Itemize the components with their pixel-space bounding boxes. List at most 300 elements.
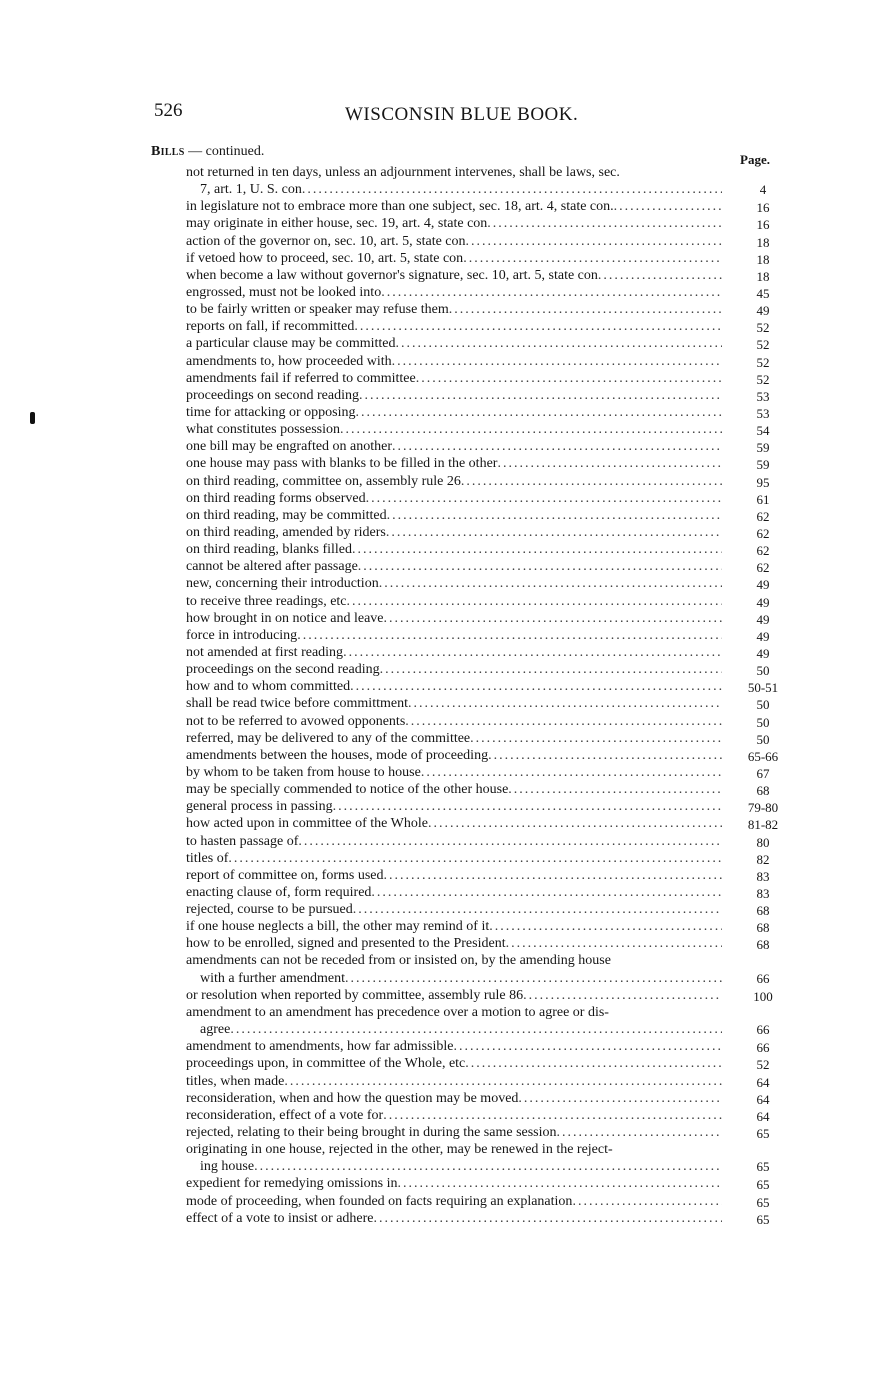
dot-leader (340, 421, 722, 438)
dot-leader (449, 301, 722, 318)
index-entry-line (186, 267, 722, 284)
index-entry-page: 49 (756, 594, 770, 610)
index-entry (0, 387, 869, 404)
index-entry-line (186, 918, 722, 935)
index-entry (0, 541, 869, 558)
dot-leader (614, 198, 722, 215)
index-entry-line (186, 1210, 722, 1227)
index-entry-page: 64 (756, 1074, 770, 1090)
index-entry (0, 781, 869, 798)
index-entry-text: if one house neglects a bill, the other may remind of it (186, 919, 490, 935)
index-entry (0, 661, 869, 678)
index-entry-page: 68 (756, 783, 770, 799)
dot-leader (384, 867, 722, 884)
index-entry-page: 65 (756, 1125, 770, 1141)
index-entry (0, 935, 869, 952)
index-entry-line (186, 644, 722, 661)
index-entry (0, 1107, 869, 1124)
index-entry-first-line: not returned in ten days, unless an adjournment intervenes, shall be laws, sec. (186, 165, 620, 180)
index-entry-text: in legislature not to embrace more than one subject, sec. 18, art. 4, state con. (186, 199, 614, 215)
index-entry-page: 50-51 (747, 680, 779, 696)
index-entry-line (186, 421, 722, 438)
index-entry-text: reconsideration, effect of a vote for (186, 1107, 384, 1123)
index-entry-line (186, 610, 722, 627)
dot-leader (297, 627, 722, 644)
index-entry-line (200, 1158, 722, 1175)
index-entry-line (186, 1038, 722, 1055)
index-entry-line (186, 901, 722, 918)
index-entry-page: 49 (756, 577, 770, 593)
index-entry (0, 421, 869, 438)
index-entry-page: 50 (756, 714, 770, 730)
index-entry (0, 233, 869, 250)
index-entry-text: mode of proceeding, when founded on facts requiring an explanation (186, 1193, 573, 1209)
index-entry-text: one house may pass with blanks to be filled in the other (186, 456, 498, 472)
index-entry-page: 18 (756, 251, 770, 267)
dot-leader (371, 884, 722, 901)
index-entry-page: 50 (756, 663, 770, 679)
index-entry-text: new, concerning their introduction (186, 576, 379, 592)
index-entry-text: effect of a vote to insist or adhere (186, 1210, 374, 1226)
index-entry (0, 798, 869, 815)
index-entry-page: 52 (756, 354, 770, 370)
index-entry-page: 49 (756, 628, 770, 644)
index-entry-page: 66 (756, 1022, 770, 1038)
dot-leader (345, 970, 722, 987)
index-entry-text: how and to whom committed (186, 679, 351, 695)
page-column-label: Page. (740, 152, 770, 167)
index-entry-text: on third reading, blanks filled (186, 542, 353, 558)
index-entry-line (186, 833, 722, 850)
index-heading (151, 144, 264, 160)
index-entry (0, 1124, 869, 1141)
index-entry-text: how to be enrolled, signed and presented to the President (186, 936, 506, 952)
dot-leader (487, 215, 722, 232)
index-entry-page: 62 (756, 543, 770, 559)
index-entry (0, 318, 869, 335)
index-entry (0, 815, 869, 832)
index-entry (0, 1090, 869, 1107)
index-entry-text: proceedings on second reading (186, 387, 359, 403)
index-entry (0, 593, 869, 610)
index-entry (0, 678, 869, 695)
index-entry-text: referred, may be delivered to any of the committee (186, 730, 471, 746)
index-entry-text: how brought in on notice and leave (186, 610, 384, 626)
index-entry (0, 301, 869, 318)
index-entry-text: reports on fall, if recommitted (186, 319, 355, 335)
index-entry-page: 62 (756, 525, 770, 541)
index-entry (0, 987, 869, 1004)
index-entry-text: ing house (200, 1159, 255, 1175)
index-entry-page: 54 (756, 423, 770, 439)
index-entry-page: 83 (756, 885, 770, 901)
dot-leader (353, 901, 722, 918)
index-entry-line (186, 850, 722, 867)
index-entry-line (186, 935, 722, 952)
dot-leader (343, 644, 722, 661)
index-entry (0, 730, 869, 747)
index-entry-page: 16 (756, 200, 770, 216)
index-entry-text: enacting clause of, form required (186, 884, 372, 900)
index-entry-first-line: amendment to an amendment has precedence over a motion to agree or dis- (186, 1004, 609, 1020)
index-entry-page: 100 (753, 988, 773, 1004)
index-entry-line (186, 678, 722, 695)
dot-leader (466, 233, 722, 250)
index-entry-line (186, 713, 722, 730)
index-entry (0, 952, 869, 986)
dot-leader (379, 575, 722, 592)
index-entry-page: 79-80 (747, 800, 779, 816)
dot-leader (381, 284, 722, 301)
index-entry-text: with a further amendment (200, 970, 346, 986)
index-entry-text: if vetoed how to proceed, sec. 10, art. 5, state con (186, 250, 464, 266)
index-entry-page: 68 (756, 903, 770, 919)
index-entry-page: 52 (756, 320, 770, 336)
index-entry-text: titles of (186, 850, 229, 866)
index-entry-line (186, 455, 722, 472)
index-entry-text: proceedings on the second reading (186, 662, 380, 678)
index-entry-line (186, 730, 722, 747)
index-entry-line (186, 473, 722, 490)
dot-leader (352, 541, 722, 558)
index-entry-line (186, 370, 722, 387)
index-entry-page: 82 (756, 851, 770, 867)
dot-leader (421, 764, 722, 781)
index-entry-line (200, 181, 722, 198)
index-entry-line (186, 781, 722, 798)
index-entry (0, 490, 869, 507)
index-entry (0, 558, 869, 575)
index-entry-text: report of committee on, forms used (186, 867, 384, 883)
index-entry-page: 68 (756, 920, 770, 936)
dot-leader (392, 438, 722, 455)
index-entry-line (186, 490, 722, 507)
index-entry-line (186, 301, 722, 318)
index-entry (0, 867, 869, 884)
index-entry-text: time for attacking or opposing (186, 404, 356, 420)
dot-leader (428, 815, 722, 832)
dot-leader (298, 833, 722, 850)
index-entry-page: 4 (759, 182, 767, 198)
dot-leader (463, 250, 722, 267)
dot-leader (470, 730, 722, 747)
dot-leader (333, 798, 722, 815)
index-entry-line (186, 1107, 722, 1124)
index-entry-page: 66 (756, 970, 770, 986)
index-entry (0, 1193, 869, 1210)
dot-leader (489, 918, 722, 935)
index-entry (0, 404, 869, 421)
dot-leader (387, 507, 722, 524)
index-entry-page: 65-66 (747, 748, 779, 764)
index-entry (0, 1038, 869, 1055)
index-entry-text: not amended at first reading (186, 644, 344, 660)
index-entry-line (200, 1021, 722, 1038)
dot-leader (416, 370, 722, 387)
index-entry-page: 61 (756, 491, 770, 507)
index-entry-text: to be fairly written or speaker may refuse them (186, 302, 449, 318)
index-entry-line (186, 198, 722, 215)
index-entry-line (186, 284, 722, 301)
dot-leader (356, 404, 722, 421)
index-entry-text: a particular clause may be committed (186, 336, 396, 352)
index-entry-page: 62 (756, 560, 770, 576)
index-entry-text: on third reading, amended by riders (186, 524, 386, 540)
index-entry-line (186, 233, 722, 250)
index-entry-text: action of the governor on, sec. 10, art. 5, state con (186, 233, 466, 249)
dot-leader (354, 318, 722, 335)
dot-leader (347, 593, 722, 610)
index-entry-text: rejected, course to be pursued (186, 902, 353, 918)
index-entry-text: on third reading, may be committed (186, 507, 387, 523)
index-entry-page: 18 (756, 234, 770, 250)
index-entry (0, 284, 869, 301)
index-entry-text: reconsideration, when and how the question may be moved (186, 1090, 519, 1106)
index-entry-page: 52 (756, 1057, 770, 1073)
index-entry-text: expedient for remedying omissions in (186, 1176, 398, 1192)
index-entry-text: shall be read twice before committment (186, 696, 408, 712)
dot-leader (374, 1210, 722, 1227)
index-entry (0, 764, 869, 781)
index-entry-line (200, 970, 722, 987)
index-entry-page: 59 (756, 457, 770, 473)
index-entry-text: by whom to be taken from house to house (186, 764, 421, 780)
index-entry-line (186, 815, 722, 832)
index-entry-page: 18 (756, 268, 770, 284)
index-entry-text: may originate in either house, sec. 19, art. 4, state con (186, 216, 488, 232)
index-entry-line (186, 575, 722, 592)
index-entry (0, 884, 869, 901)
index-entry-page: 83 (756, 868, 770, 884)
index-entry-page: 52 (756, 371, 770, 387)
index-entry-text: proceedings upon, in committee of the Whole, etc (186, 1056, 466, 1072)
index-entry-text: amendments to, how proceeded with (186, 353, 392, 369)
index-entry (0, 335, 869, 352)
index-entry-line (186, 215, 722, 232)
index-entry-text: to receive three readings, etc (186, 593, 347, 609)
index-entry-line (186, 798, 722, 815)
index-entry (0, 507, 869, 524)
dot-leader (386, 524, 722, 541)
index-entry (0, 747, 869, 764)
index-entry-line (186, 318, 722, 335)
index-entry-text: general process in passing (186, 799, 333, 815)
index-entry-page: 67 (756, 765, 770, 781)
dot-leader (497, 455, 722, 472)
index-entries (0, 164, 869, 1227)
index-entry-line (186, 404, 722, 421)
index-entry-page: 65 (756, 1211, 770, 1227)
page-number: 526 (154, 100, 183, 121)
index-entry-line (186, 507, 722, 524)
page-header (154, 100, 714, 130)
index-entry-text: titles, when made (186, 1073, 285, 1089)
index-entry-page: 50 (756, 731, 770, 747)
dot-leader (398, 1175, 722, 1192)
index-entry-line (186, 353, 722, 370)
dot-leader (557, 1124, 722, 1141)
index-entry (0, 695, 869, 712)
index-entry-text: rejected, relating to their being brought in during the same session (186, 1124, 557, 1140)
index-entry-line (186, 661, 722, 678)
index-entry-text: amendments fail if referred to committee (186, 370, 416, 386)
dot-leader (384, 610, 722, 627)
index-entry (0, 575, 869, 592)
index-entry-page: 65 (756, 1159, 770, 1175)
index-entry (0, 850, 869, 867)
index-entry-text: cannot be altered after passage (186, 559, 358, 575)
index-entry-first-line: originating in one house, rejected in the other, may be renewed in the reject- (186, 1142, 613, 1158)
index-entry-line (186, 1193, 722, 1210)
index-entry (0, 164, 869, 198)
dot-leader (598, 267, 722, 284)
index-entry-line (186, 747, 722, 764)
dot-leader (508, 781, 722, 798)
index-entry-page: 65 (756, 1177, 770, 1193)
dot-leader (572, 1193, 722, 1210)
index-entry-text: on third reading, committee on, assembly rule 26 (186, 473, 461, 489)
index-entry-page: 64 (756, 1108, 770, 1124)
dot-leader (380, 661, 722, 678)
index-entry (0, 1004, 869, 1038)
index-entry-line (186, 764, 722, 781)
index-entry (0, 1141, 869, 1175)
dot-leader (523, 987, 722, 1004)
index-entry-line (186, 250, 722, 267)
index-entry (0, 267, 869, 284)
index-entry-line (186, 1124, 722, 1141)
index-entry-page: 65 (756, 1194, 770, 1210)
index-entry (0, 1055, 869, 1072)
index-entry (0, 1073, 869, 1090)
dot-leader (228, 850, 722, 867)
dot-leader (284, 1073, 722, 1090)
index-entry-page: 52 (756, 337, 770, 353)
index-entry-page: 64 (756, 1091, 770, 1107)
index-entry (0, 1175, 869, 1192)
index-entry-page: 81-82 (747, 817, 779, 833)
index-entry (0, 524, 869, 541)
index-entry-text: force in introducing (186, 627, 298, 643)
index-entry-line (186, 867, 722, 884)
index-entry-text: amendments between the houses, mode of proceeding (186, 747, 489, 763)
dot-leader (359, 387, 722, 404)
index-entry (0, 198, 869, 215)
index-entry (0, 610, 869, 627)
index-entry (0, 833, 869, 850)
index-entry-text: 7, art. 1, U. S. con (200, 182, 302, 198)
index-entry-line (186, 1175, 722, 1192)
running-title: WISCONSIN BLUE BOOK. (345, 104, 579, 125)
index-entry-text: what constitutes possession (186, 422, 340, 438)
dot-leader (302, 181, 722, 198)
index-entry-page: 95 (756, 474, 770, 490)
index-entry (0, 353, 869, 370)
index-entry-line (186, 695, 722, 712)
dot-leader (405, 713, 722, 730)
index-entry (0, 473, 869, 490)
dot-leader (230, 1021, 722, 1038)
index-entry-page: 16 (756, 217, 770, 233)
index-entry-text: may be specially commended to notice of the other house (186, 782, 509, 798)
index-entry (0, 438, 869, 455)
dot-leader (488, 747, 722, 764)
index-entry-line (186, 1073, 722, 1090)
index-entry-line (186, 438, 722, 455)
index-entry (0, 370, 869, 387)
index-entry-line (186, 524, 722, 541)
index-entry (0, 901, 869, 918)
dot-leader (506, 935, 722, 952)
index-entry-line (186, 1055, 722, 1072)
index-entry-page: 53 (756, 388, 770, 404)
dot-leader (350, 678, 722, 695)
index-entry (0, 627, 869, 644)
index-entry-text: amendment to amendments, how far admissible (186, 1039, 454, 1055)
index-entry (0, 250, 869, 267)
dot-leader (465, 1055, 722, 1072)
index-entry-text: one bill may be engrafted on another (186, 439, 393, 455)
index-entry-line (186, 1090, 722, 1107)
index-entry (0, 644, 869, 661)
dot-leader (254, 1158, 722, 1175)
index-entry-text: to hasten passage of (186, 833, 299, 849)
index-entry-text: not to be referred to avowed opponents (186, 713, 406, 729)
index-entry-text: or resolution when reported by committee, assembly rule 86 (186, 987, 524, 1003)
dot-leader (392, 353, 722, 370)
index-entry-line (186, 884, 722, 901)
index-entry-line (186, 987, 722, 1004)
index-entry-first-line: amendments can not be receded from or insisted on, by the amending house (186, 953, 611, 969)
dot-leader (518, 1090, 722, 1107)
dot-leader (408, 695, 722, 712)
index-entry-line (186, 593, 722, 610)
index-entry-text: engrossed, must not be looked into (186, 285, 382, 300)
dot-leader (396, 335, 722, 352)
index-entry (0, 713, 869, 730)
index-entry-page: 50 (756, 697, 770, 713)
dot-leader (454, 1038, 723, 1055)
index-entry-page: 49 (756, 303, 770, 319)
index-entry-page: 45 (756, 286, 770, 301)
index-entry-text: agree (200, 1022, 231, 1038)
index-heading-continued: — continued. (188, 144, 265, 159)
index-entry-page: 59 (756, 440, 770, 456)
dot-leader (461, 473, 722, 490)
index-entry-page: 49 (756, 645, 770, 661)
dot-leader (366, 490, 722, 507)
index-entry-text: on third reading forms observed (186, 490, 366, 506)
index-entry-line (186, 541, 722, 558)
index-entry-line (186, 627, 722, 644)
index-entry-page: 62 (756, 508, 770, 524)
index-entry-page: 66 (756, 1040, 770, 1056)
index-entry-page: 68 (756, 937, 770, 953)
dot-leader (383, 1107, 722, 1124)
dot-leader (358, 558, 722, 575)
index-entry-line (186, 335, 722, 352)
index-entry-text: how acted upon in committee of the Whole (186, 816, 428, 832)
index-entry-line (186, 558, 722, 575)
index-entry-page: 53 (756, 405, 770, 421)
index-entry (0, 1210, 869, 1227)
index-entry-line (186, 387, 722, 404)
index-entry (0, 918, 869, 935)
index-entry-page: 80 (756, 834, 770, 850)
index-heading-word: Bills (151, 144, 185, 159)
index-entry-page: 49 (756, 611, 770, 627)
index-entry-text: when become a law without governor's signature, sec. 10, art. 5, state con (186, 267, 598, 283)
